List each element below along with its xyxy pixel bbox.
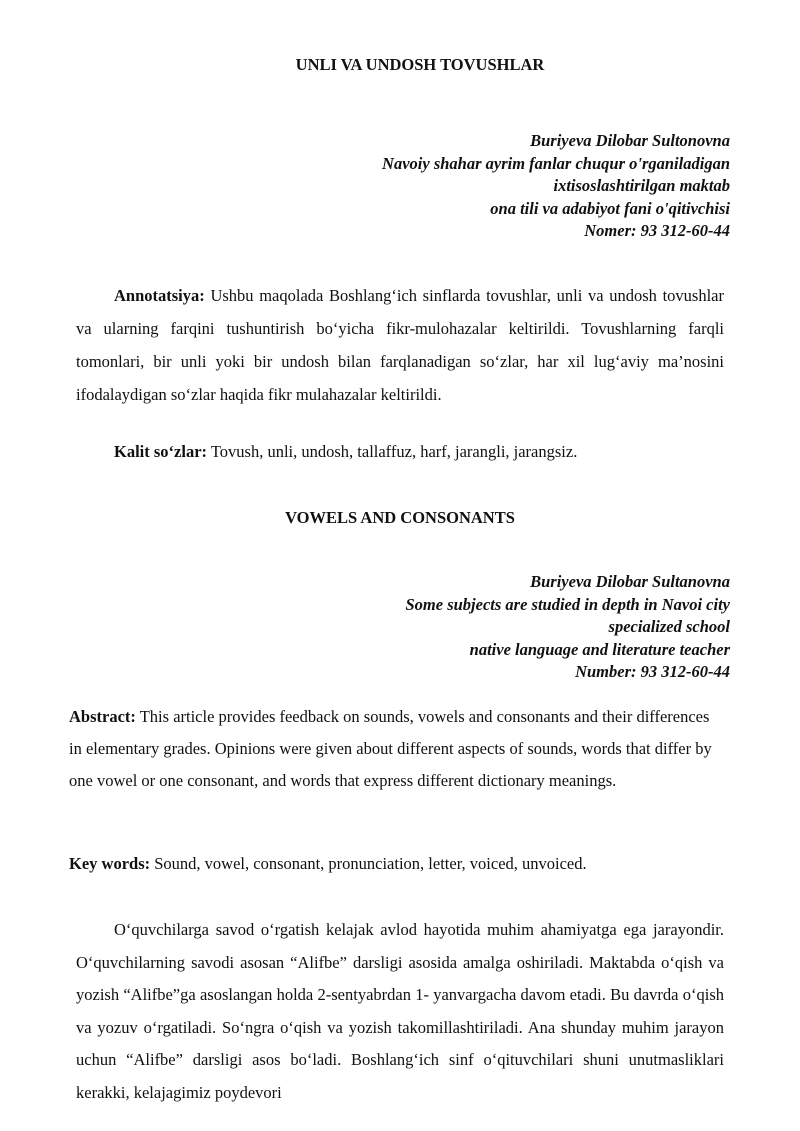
author-name: Buriyeva Dilobar Sultanovna <box>530 572 730 591</box>
author-phone: Number: 93 312-60-44 <box>575 662 730 681</box>
author-name: Buriyeva Dilobar Sultonovna <box>530 131 730 150</box>
annotation-text: Ushbu maqolada Boshlang‘ich sinflarda tovushlar, unli va undosh tovushlar va ularning farqini tushuntirish bo‘yicha fikr-mulohazalar keltirildi. Tovushlarning farqli tomonlari, bir unli yoki bir undosh bilan farqlanadigan so‘zlar, har xil lug‘aviy ma’nosini ifodalaydigan so‘zlar haqida fikr mulahazalar keltirildi. <box>76 286 724 404</box>
author-block-uzbek <box>382 130 730 243</box>
annotation-label: Annotatsiya: <box>114 286 205 305</box>
keywords-label: Key words: <box>69 854 151 873</box>
author-block-english <box>406 571 731 684</box>
author-affiliation-line: Some subjects are studied in depth in Navoi city <box>405 594 730 614</box>
author-phone: Nomer: 93 312-60-44 <box>584 221 730 240</box>
keywords-label: Kalit so‘zlar: <box>114 442 208 461</box>
abstract-paragraph <box>69 701 724 797</box>
annotation-paragraph <box>76 279 724 411</box>
keywords-english <box>69 852 724 876</box>
title-uzbek: UNLI VA UNDOSH TOVUSHLAR <box>295 55 545 74</box>
body-paragraph: O‘quvchilarga savod o‘rgatish kelajak avlod hayotida muhim ahamiyatga ega jarayondir. O‘quvchilarning savodi asosan “Alifbe” darsligi asosida amalga oshiriladi. Maktabda o‘qish va yozish “Alifbe”ga asoslangan holda 2-sentyabrdan 1- yanvargacha davom etadi. Bu davrda o‘qish va yozuv o‘rgatiladi. So‘ngra o‘qish va yozish takomillashtiriladi. Ana shunday muhim jarayon uchun “Alifbe” darsligi asos bo‘ladi. Boshlang‘ich sinf o‘qituvchilari shuni unutmasliklari kerakki, kelajagimiz poydevori <box>76 920 724 1102</box>
author-affiliation-line: ixtisoslashtirilgan maktab <box>553 176 730 195</box>
keywords-uzbek <box>76 440 724 464</box>
abstract-label: Abstract: <box>69 707 136 726</box>
author-position: native language and literature teacher <box>469 639 730 659</box>
author-affiliation-line: specialized school <box>608 617 730 636</box>
abstract-text: This article provides feedback on sounds, vowels and consonants and their differences in elementary grades. Opinions were given about different aspects of sounds, words that differ by one vowel or one consonant, and words that express different dictionary meanings. <box>69 707 712 790</box>
title-english: VOWELS AND CONSONANTS <box>285 508 515 527</box>
author-position: ona tili va adabiyot fani o'qitivchisi <box>490 198 730 218</box>
keywords-text: Tovush, unli, undosh, tallaffuz, harf, jarangli, jarangsiz. <box>207 442 578 461</box>
author-affiliation-line: Navoiy shahar ayrim fanlar chuqur o'rganiladigan <box>382 153 730 173</box>
keywords-text: Sound, vowel, consonant, pronunciation, letter, voiced, unvoiced. <box>150 854 587 873</box>
